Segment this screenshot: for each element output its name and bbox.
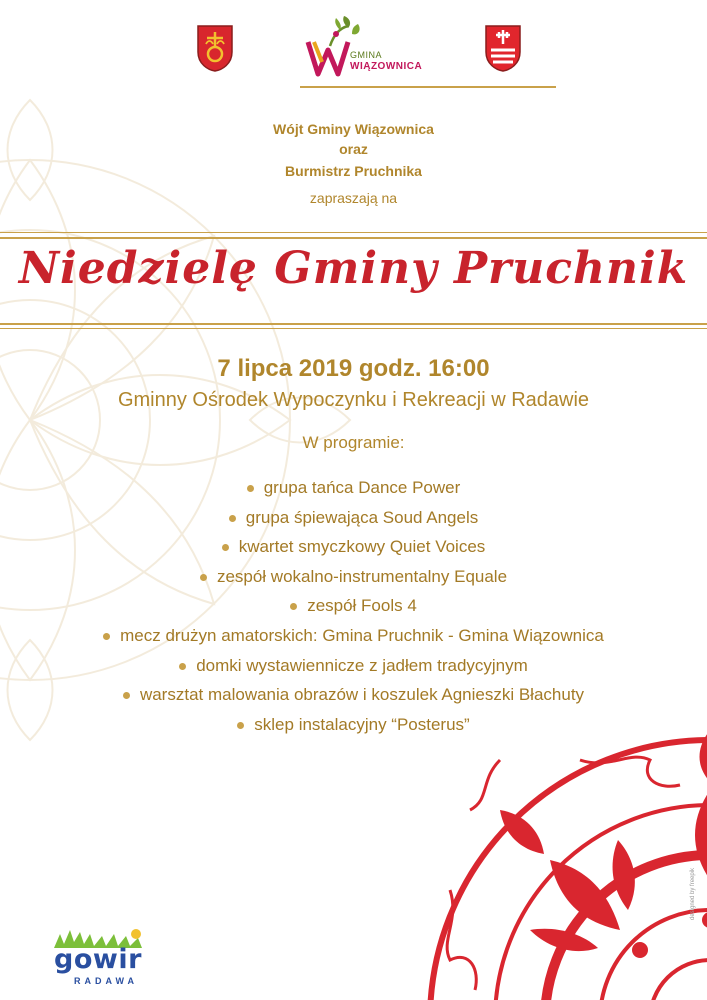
- bullet-icon: [247, 485, 254, 492]
- title-band-line: [0, 328, 707, 329]
- crest-pruchnik-icon: [484, 24, 522, 72]
- program-item: [0, 622, 707, 652]
- bullet-icon: [123, 692, 130, 699]
- gmina-logo-line2: WIĄZOWNICA: [350, 61, 423, 72]
- bullet-icon: [103, 633, 110, 640]
- program-item: [0, 563, 707, 593]
- program-item-text: warsztat malowania obrazów i koszulek Agnieszki Błachuty: [139, 685, 585, 705]
- invitation-line-4: zapraszają na: [309, 190, 398, 206]
- program-item-text: mecz drużyn amatorskich: Gmina Pruchnik - Gmina Wiązownica: [120, 625, 604, 645]
- title-band-line: [0, 237, 707, 239]
- program-item-text: zespół wokalno-instrumentalny Equale: [216, 566, 508, 586]
- header-rule: [300, 86, 556, 88]
- bullet-icon: [290, 603, 297, 610]
- program-item-text: zespół Fools 4: [307, 596, 417, 616]
- bullet-icon: [222, 544, 229, 551]
- invitation-line-1: Wójt Gminy Wiązownica: [273, 121, 434, 137]
- gmina-logo-text: [350, 50, 422, 72]
- bullet-icon: [237, 722, 244, 729]
- gowir-logo-word: gowir: [54, 944, 142, 975]
- program-item-text: grupa śpiewająca Soud Angels: [245, 507, 479, 527]
- invitation-line-3: Burmistrz Pruchnika: [285, 163, 422, 179]
- title-band-line: [0, 323, 707, 325]
- event-venue: Gminny Ośrodek Wypoczynku i Rekreacji w Radawie: [117, 389, 590, 411]
- crest-wiazownica-icon: [196, 24, 234, 72]
- program-item-text: grupa tańca Dance Power: [263, 478, 461, 497]
- program-item-text: kwartet smyczkowy Quiet Voices: [238, 537, 486, 557]
- bullet-icon: [200, 574, 207, 581]
- design-credit: designed by freepik: [690, 867, 696, 920]
- gmina-logo-line1: GMINA: [350, 50, 383, 60]
- event-title: Niedzielę Gminy Pruchnik: [18, 243, 689, 294]
- program-item: [0, 504, 707, 534]
- program-item-text: domki wystawiennicze z jadłem tradycyjnym: [196, 655, 528, 675]
- bullet-icon: [179, 663, 186, 670]
- bullet-icon: [229, 515, 236, 522]
- program-item: [0, 474, 707, 504]
- program-heading: W programie:: [302, 433, 405, 452]
- gowir-logo-sub: RADAWA: [74, 976, 138, 986]
- program-item: [0, 592, 707, 622]
- invitation-line-2: oraz: [339, 141, 368, 157]
- red-mandala-ornament: [380, 690, 707, 1000]
- program-item-text: sklep instalacyjny “Posterus”: [254, 714, 470, 734]
- event-date-time: 7 lipca 2019 godz. 16:00: [217, 355, 490, 382]
- program-item: [0, 533, 707, 563]
- gmina-logo-icon: [300, 12, 423, 84]
- program-item: [0, 652, 707, 682]
- title-band-line: [0, 232, 707, 233]
